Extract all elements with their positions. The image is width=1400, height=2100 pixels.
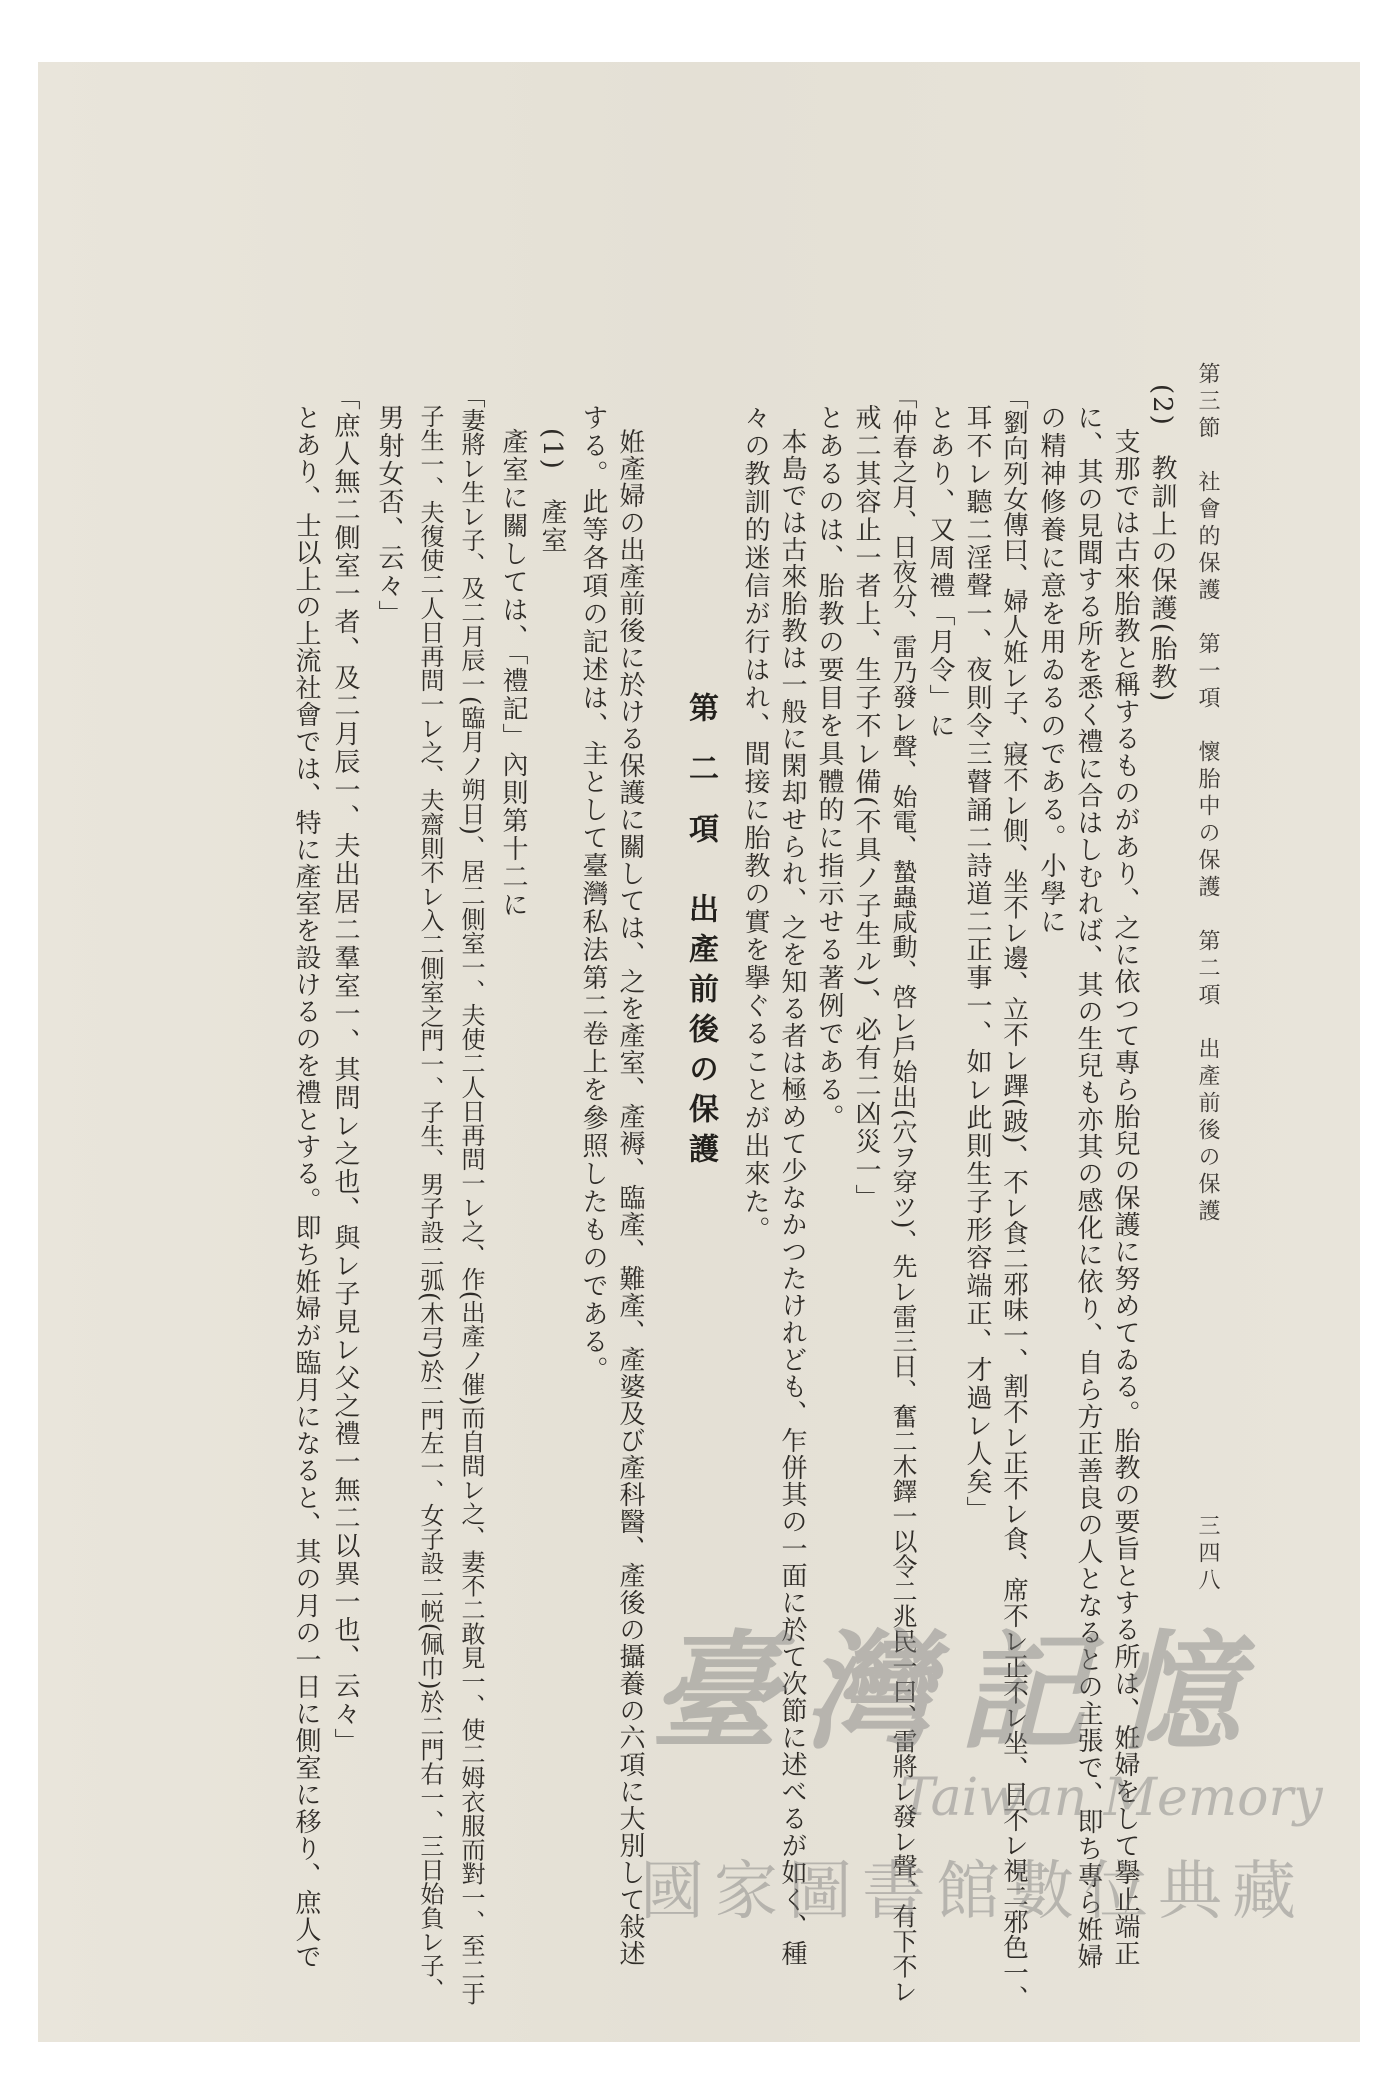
- text-line: とあり、士以上の上流社會では、特に產室を設けるのを禮とする。即ち姙婦が臨月になると、其の月の一日に側室に移り、庶人で: [291, 404, 321, 1970]
- quotation-line: 「仲春之月、日夜分、雷乃發レ聲、始電、蟄蟲咸動、啓レ戶始出(穴ヲ穿ツ)、先レ雷三日、奮二木鐸一以令二兆民一曰、雷將レ發レ聲、有下不レ: [889, 384, 918, 2004]
- page-number: 三四八: [1195, 1514, 1220, 1595]
- text-line: 本島では古來胎教は一般に閑却せられ、之を知る者は極めて少なかつたけれども、乍併其の一面に於て次節に述べるが如く、種: [777, 428, 807, 1967]
- section-heading: 第 二 項 出產前後の保護: [683, 692, 718, 1173]
- text-line: の精神修養に意を用ゐるのである。小學に: [1036, 404, 1066, 936]
- scanned-page: [38, 62, 1360, 2042]
- subheading-prenatal-education: (2) 教訓上の保護(胎教): [1147, 384, 1177, 704]
- subsection-heading: (1) 產室: [537, 428, 567, 555]
- text-line: とあるのは、胎教の要目を具體的に指示せる著例である。: [814, 404, 844, 1132]
- quotation-line: 戒二其容止一者上、生子不レ備(不具ノ子生ル)、必有二凶災一」: [851, 404, 881, 1213]
- quotation-line: 男射女否、云々」: [374, 404, 404, 628]
- text-line: 姙產婦の出產前後に於ける保護に關しては、之を產室、產褥、臨產、難產、產婆及び產科醫、產後の攝養の六項に大別して敍述: [615, 428, 645, 1967]
- text-line: に、其の見聞する所を悉く禮に合はしむれば、其の生兒も亦其の感化に依り、自ら方正善良の人となるとの主張で、即ち專ら姙婦: [1073, 404, 1103, 1970]
- text-line: 支那では古來胎教と稱するものがあり、之に依つて專ら胎兒の保護に努めてゐる。胎教の要旨とする所は、姙婦をして擧止端正: [1110, 428, 1140, 1967]
- quotation-line: 子生一、夫復使二人日再問一レ之、夫齋則不レ入二側室之門一、子生、男子設二弧(木弓)於二門左一、女子設二帨(佩巾)於二門右一、三日始負レ子、: [416, 404, 444, 2002]
- watermark-chinese: 國家圖書館數位典藏: [640, 1855, 1306, 1929]
- text-line: する。此等各項の記述は、主として臺灣私法第二卷上を參照したものである。: [578, 404, 608, 1384]
- watermark-calligraphy: 臺灣記憶: [650, 1618, 1267, 1768]
- text-line: 產室に關しては、「禮記」內則第十二に: [498, 428, 528, 919]
- quotation-line: 「庶人無二側室一者、及二月辰一、夫出居二羣室一、其問レ之也、與レ子見レ父之禮一無二以異一也、云々」: [330, 384, 360, 1756]
- watermark-english: Taiwan Memory: [900, 1768, 1323, 1828]
- quotation-line: 「妻將レ生レ子、及二月辰一(臨月ノ朔日)、居二側室一、夫使二人日再問一レ之、作(出產ノ催)而自問レ之、妻不二敢見一、使二姆衣服而對一、至二于: [457, 384, 485, 2006]
- running-header: 第三節 社會的保護 第一項 懷胎中の保護 第二項 出產前後の保護: [1195, 362, 1220, 1226]
- text-line: とあり、又周禮「月令」に: [925, 404, 955, 740]
- text-line: 々の教訓的迷信が行はれ、間接に胎教の實を擧ぐることが出來た。: [740, 404, 770, 1244]
- quotation-line: 「劉向列女傳曰、婦人姙レ子、寢不レ側、坐不レ邊、立不レ蹕(跛)、不レ食二邪味一、割不レ正不レ食、席不レ正不レ坐、目不レ視二邪色一、: [999, 384, 1029, 2011]
- quotation-line: 耳不レ聽二淫聲一、夜則令三瞽誦二詩道二正事一、如レ此則生子形容端正、才過レ人矣」: [962, 404, 992, 1524]
